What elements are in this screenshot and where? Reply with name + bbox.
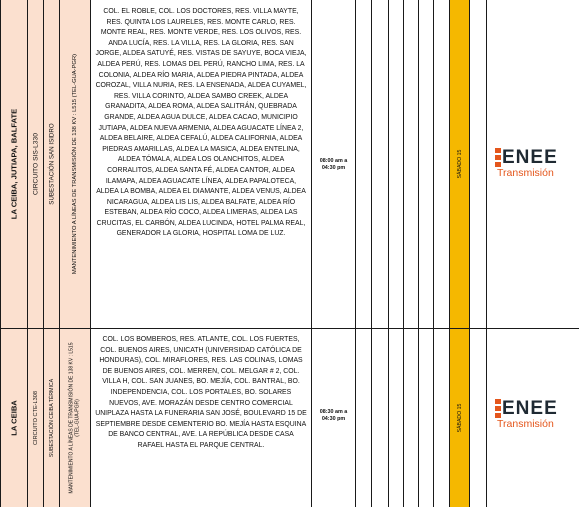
empty-cell [372,0,389,328]
empty-cell [372,329,389,507]
affected-areas-text: COL. LOS BOMBEROS, RES. ATLANTE, COL. LOS FUERTES, COL. BUENOS AIRES, UNICATH (UNIVERSIDAD CATÓLICA DE HONDURAS), COL. MIRAFLORES, RES. LAS COLINAS, LOMAS DE BUENOS AIRES, COL. MERREN, COL. MELGAR # 2, COL. VILLA H, COL. SAN JUANES, BO. MEJÍA, COL. BANTRAL, BO. INDEPENDENCIA, COL. LOS PORTALES, BO. SOLARES NUEVOS, AVE. MORAZÁN DESDE CENTRO COMERCIAL UNIPLAZA HASTA LA FUNERARIA SAN JOSÉ, BOULEVARD 15 DE SEPTIEMBRE DESDE CEMENTERIO BO. MEJÍA HASTA ESQUINA DE BANCO CENTRAL, AVE. LA REPÚBLICA DESDE CASA RAFAEL HASTA EL PARQUE CENTRAL. [95,336,307,449]
empty-cell [419,329,434,507]
day-cell [450,0,470,328]
day-label: SÁBADO 15 [456,403,463,433]
empty-cell [389,0,404,328]
empty-cell [356,329,372,507]
substation-cell [44,329,60,507]
empty-cell [404,329,419,507]
outage-row [0,329,579,507]
logo-subtitle: Transmisión [497,418,554,430]
circuit-label: CIRCUITO CTE-L308 [32,391,39,445]
city-label: LA CEIBA [9,400,19,436]
empty-cell [389,329,404,507]
areas-cell [91,0,312,328]
empty-cell [356,0,372,328]
time-start: 08:00 am a [319,158,348,164]
city-cell [0,0,28,328]
empty-cell [470,329,487,507]
time-end: 04:30 pm [321,416,346,422]
logo-subtitle: Transmisión [497,167,554,179]
day-label: SÁBADO 15 [456,149,463,179]
substation-label: SUBESTACIÓN CEIBA TÉRMICA [48,378,55,458]
empty-cell [404,0,419,328]
affected-areas-text: COL. EL ROBLE, COL. LOS DOCTORES, RES. VILLA MAYTE, RES. QUINTA LOS LAURELES, RES. MONTE CARLO, RES. MONTE REAL, RES. MONTE VERDE, RES. LOS OLIVOS, RES. ANDA LUCÍA, RES. LA VILLA, RES. LA GLORIA, RES. SAN JORGE, ALDEA SATUYÉ, RES. VISTAS DE SAYUYE, BOCA VIEJA, ALDEA PERÚ, RES. LOMAS DEL PERÚ, RANCHO LIMA, RES. LA COLONIA, ALDEA RÍO MARIA, ALDEA PIEDRA PINTADA, ALDEA COROZAL, VILLA NURIA, RES. LA ENSENADA, ALDEA CUYAMEL, RES. VILLA CORINTO, ALDEA SAMBO CREEK, ALDEA GRANADITA, ALDEA ROMA, ALDEA SALITRÁN, QUEBRADA GRANDE, ALDEA AGUA DULCE, ALDEA CACAO, MUNICIPIO JUTIAPA, ALDEA NUEVA ARMENIA, ALDEA AGUACATE LÍNEA 2, ALDEA BELAIRE, ALDEA CEFALÚ, ALDEA CALIFORNIA, ALDEA PIEDRAS AMARILLAS, ALDEA LA MASICA, ALDEA ENTELINA, ALDEA TÓMALA, ALDEA LOS OLANCHITOS, ALDEA CORRALITOS, ALDEA SANTA FÉ, ALDEA CANTOR, ALDEA ILAMAPA, ALDEA AGUACATE LÍNEA, ALDEA PAPALOTECA, ALDEA LA BOMBA, ALDEA EL DIAMANTE, ALDEA VENUS, ALDEA NICARAGUA, ALDEA LIS LIS, ALDEA BALFATE, ALDEA RÍO ESTEBAN, ALDEA RÍO COCO, ALDEA LIMERAS, ALDEA LAS CRUCITAS, EL CARBÓN, ALDEA LUCINDA, HOTEL PALMA REAL, GENERADOR LA GLORIA, HOSPITAL LOMA DE LUZ. [95,8,307,238]
city-label: LA CEIBA, JUTIAPA, BALFATE [9,108,19,220]
city-cell [0,329,28,507]
maintenance-cell [60,0,91,328]
enee-bars-icon [495,399,501,418]
areas-cell [91,329,312,507]
maintenance-cell [60,329,91,507]
maintenance-label: MANTENIMIENTO A LÍNEAS DE TRANSMISIÓN DE 138 KV : L515 (TEL-GUA-PGR) [68,342,81,494]
time-start: 08:30 am a [319,409,348,415]
time-end: 04:30 pm [321,165,346,171]
substation-cell [44,0,60,328]
circuit-cell [28,329,44,507]
logo-cell [487,0,579,328]
empty-cell [434,329,450,507]
time-cell [312,0,356,328]
circuit-label: CIRCUITO SIS-L330 [32,133,39,195]
empty-cell [419,0,434,328]
circuit-cell [28,0,44,328]
maintenance-label: MANTENIMIENTO A LÍNEAS DE TRANSMISIÓN DE 138 KV : L515 (TEL-GUA-PGR) [72,53,78,275]
empty-cell [470,0,487,328]
logo-word: ENEE [502,398,558,419]
logo-word: ENEE [502,147,558,168]
substation-label: SUBESTACIÓN SAN ISIDRO [48,123,55,205]
enee-bars-icon [495,148,501,167]
empty-cell [434,0,450,328]
time-cell [312,329,356,507]
logo-cell [487,329,579,507]
day-cell [450,329,470,507]
